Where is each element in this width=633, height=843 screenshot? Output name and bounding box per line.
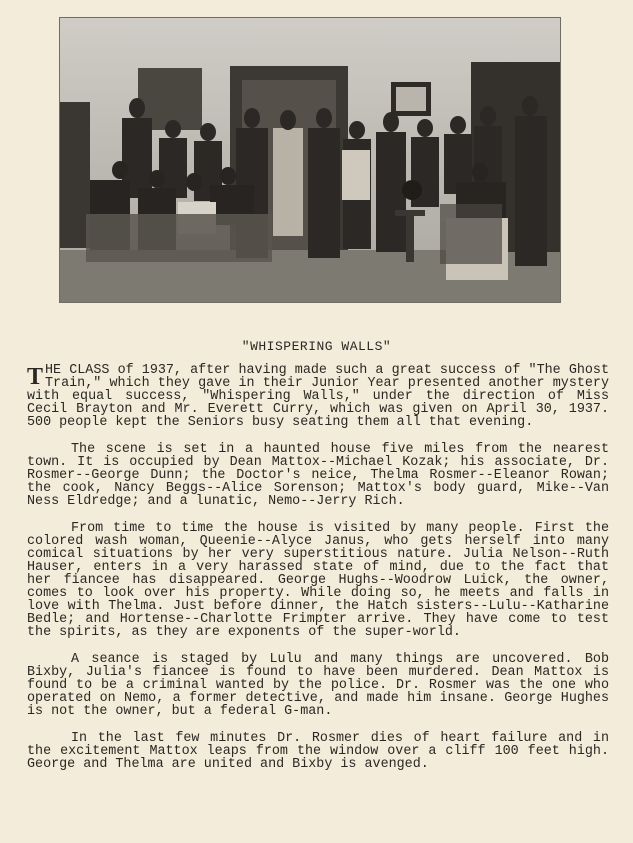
paragraph-visitors: From time to time the house is visited by many people. First the colored wash woman, Queenie--Alyce Janus, who gets herself into many comical situations by her very superstitious nature. Julia Nelson--Ruth Hauser, enters in a very harassed state of mind, due to the fact that her fiancee has disappeared. George Hughs--Woodrow Luick, the owner, comes to look over his property. While doing so, he meets and falls in love with Thelma. Just before dinner, the Hatch sisters--Lulu--Katharine Bedle; and Hortense--Charlotte Frimpter arrive. They have come to test the spirits, as they are exponents of the super-world. xyxy=(27,521,609,640)
article-body xyxy=(27,364,609,785)
paragraph-intro-text: HE CLASS of 1937, after having made such a great success of "The Ghost Train," which they gave in their Junior Year presented another mystery with equal success, "Whispering Walls," under the direction of Miss Cecil Brayton and Mr. Everett Curry, which was given on April 30, 1937. 500 people kept the Seniors busy seating them all that evening. xyxy=(27,363,609,430)
article-title: "WHISPERING WALLS" xyxy=(241,339,392,354)
drop-cap: T xyxy=(27,364,44,390)
paragraph-ending: In the last few minutes Dr. Rosmer dies of heart failure and in the excitement Mattox leaps from the window over a cliff 100 feet high. George and Thelma are united and Bixby is avenged. xyxy=(27,731,609,772)
cast-photo-image xyxy=(60,18,560,302)
cast-photograph xyxy=(60,18,560,302)
paragraph-intro xyxy=(27,364,609,429)
paragraph-seance: A seance is staged by Lulu and many things are uncovered. Bob Bixby, Julia's fiancee is found to have been murdered. Dean Mattox is found to be a criminal wanted by the police. Dr. Rosmer was the one who operated on Nemo, a former detective, and made him insane. George Hughes is not the owner, but a federal G-man. xyxy=(27,652,609,719)
paragraph-scene: The scene is set in a haunted house five miles from the nearest town. It is occupied by Dean Mattox--Michael Kozak; his associate, Dr. Rosmer--George Dunn; the Doctor's neice, Thelma Rosmer--Eleanor Rowan; the cook, Nancy Beggs--Alice Sorenson; Mattox's body guard, Mike--Van Ness Eldredge; and a lunatic, Nemo--Jerry Rich. xyxy=(27,442,609,509)
